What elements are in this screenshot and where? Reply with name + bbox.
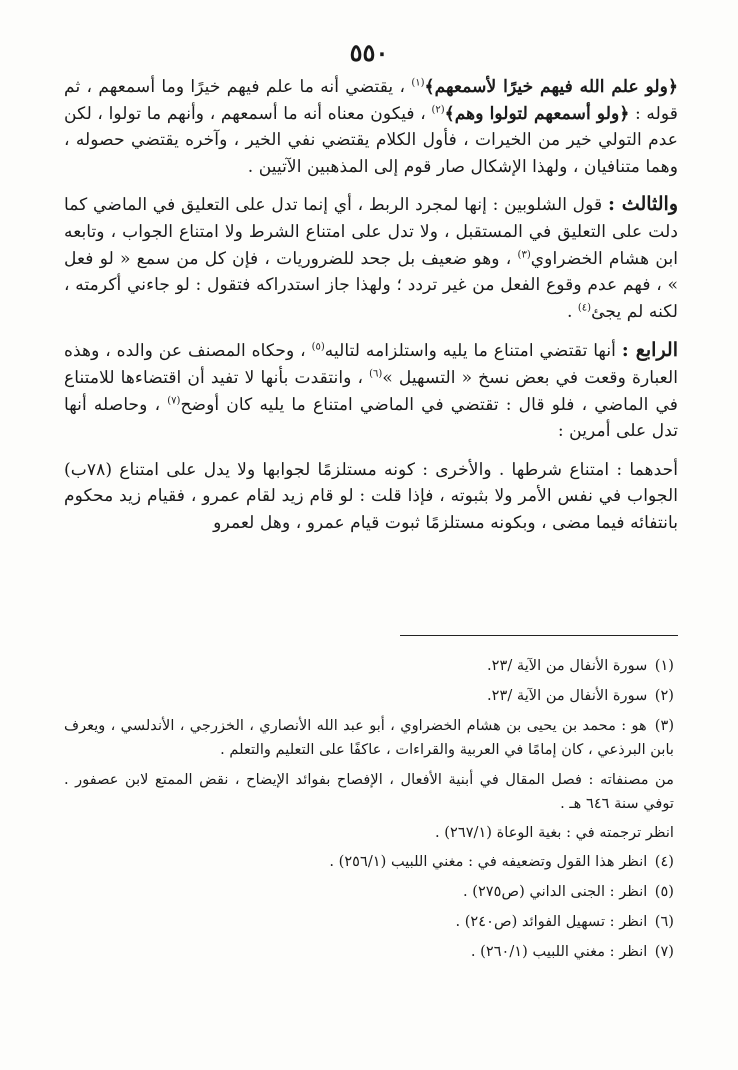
- footnote-text: سورة الأنفال من الآية /٢٣.: [487, 657, 648, 674]
- footnote-5: [64, 880, 678, 904]
- footnote-number: (٢): [654, 687, 674, 704]
- footnote-text: سورة الأنفال من الآية /٢٣.: [487, 687, 648, 704]
- footnote-ref-7[interactable]: (٧): [167, 394, 181, 406]
- paragraph-3-text-d: ، وحاصله أنها تدل على أمرين :: [64, 394, 678, 442]
- footnote-3-bio: انظر ترجمته في : بغية الوعاة (٢٦٧/١) .: [435, 824, 674, 841]
- paragraph-3-text-c: ، وانتقدت بأنها لا تفيد أن اقتضاءها للامتناع في الماضي ، فلو قال : تقتضي في الماضي امتناع ما يليه كان أوضح: [64, 367, 679, 415]
- footnote-text: انظر هذا القول وتضعيفه في : مغني اللبيب (٢٥٦/١) .: [329, 853, 648, 870]
- footnote-text: انظر : مغني اللبيب (٢٦٠/١) .: [470, 943, 648, 960]
- footnote-ref-6[interactable]: (٦): [369, 368, 383, 380]
- paragraph-2-text-a: قول الشلوبين : إنها لمجرد الربط ، أي إنما تدل على التعليق في الماضي كما دلت على التعليق في المستقبل ، ولا تدل على امتناع الشرط ولا امتناع الجواب ، وتابعه ابن هشام الخضراوي: [64, 195, 679, 269]
- paragraph-3-text-b: ، وحكاه المصنف عن والده ، وهذه العبارة وقعت في بعض نسخ « التسهيل »: [64, 341, 678, 388]
- paragraph-3: [64, 337, 678, 444]
- paragraph-2: [64, 191, 678, 325]
- quran-quote-1: ﴿ولو علم الله فيهم خيرًا لأسمعهم﴾: [424, 77, 679, 97]
- quran-quote-2: ﴿ولو أسمعهم لتولوا وهم﴾: [444, 103, 630, 124]
- paragraph-3-text-a: أنها تقتضي امتناع ما يليه واستلزامه لتاليه: [324, 341, 616, 362]
- footnote-ref-2[interactable]: (٢): [431, 103, 445, 115]
- paragraph-1: [64, 74, 678, 180]
- footnotes: [64, 654, 678, 970]
- main-text: [64, 74, 678, 549]
- footnote-number: (١): [654, 657, 674, 674]
- paragraph-2-text-b: ، وهو ضعيف بل جحد للضروريات ، فإن كل من سمع « لو فعل » ، فهم عدم وقوع الفعل من غير تردد ؛ ولهذا جاز استدراكه فتقول : لو جاءني أكرمته ، لكنه لم يجئ: [64, 248, 678, 322]
- footnote-ref-4[interactable]: (٤): [577, 302, 592, 314]
- footnote-text: هو : محمد بن يحيى بن هشام الخضراوي ، أبو عبد الله الأنصاري ، الخزرجي ، الأندلسي ، ويعرف بابن البرذعي ، كان إمامًا في العربية والقراءات ، عاكفًا على التعليم والتعلم .: [64, 717, 674, 758]
- footnote-1: [64, 654, 678, 678]
- footnote-number: (٧): [654, 943, 674, 960]
- footnote-separator: [400, 635, 678, 636]
- footnote-text: انظر : تسهيل الفوائد (ص٢٤٠) .: [455, 913, 648, 930]
- footnote-number: (٣): [654, 717, 675, 734]
- footnote-3-works: من مصنفاته : فصل المقال في أبنية الأفعال ، الإفصاح بفوائد الإيضاح ، نقض الممتع لابن عصفور . توفي سنة ٦٤٦ هـ .: [64, 771, 674, 812]
- footnote-7: [64, 940, 678, 964]
- paragraph-4: [64, 457, 678, 537]
- paragraph-1-text-b: ، فيكون معناه أنه ما أسمعهم ، وأنهم ما تولوا ، لكن عدم التولي خير من الخيرات ، فأول الكلام يقتضي نفي الخير ، وآخره يقتضي حصوله ، وهما متنافيان ، ولهذا الإشكال صار قوم إلى المذهبين الآتيين .: [64, 103, 678, 177]
- paragraph-2-text-c: .: [566, 301, 573, 322]
- footnote-6: [64, 910, 678, 934]
- footnote-ref-5[interactable]: (٥): [311, 341, 325, 353]
- footnote-ref-3[interactable]: (٣): [517, 248, 531, 260]
- paragraph-3-lead: الرابع :: [621, 339, 679, 362]
- footnote-3: [64, 714, 678, 762]
- paragraph-4-text: أحدهما : امتناع شرطها . والأخرى : كونه مستلزمًا لجوابها ولا يدل على امتناع (٧٨ب) الجواب في نفس الأمر ولا بثبوته ، فإذا قلت : لو قام زيد لقام عمرو ، فقيام زيد محكوم بانتفائه فيما مضى ، وبكونه مستلزمًا ثبوت قيام عمرو ، وهل لعمرو: [64, 459, 678, 533]
- paragraph-1-text-a: ، يقتضي أنه ما علم فيهم خيرًا وما أسمعهم ، ثم قوله :: [64, 77, 678, 124]
- paragraph-2-lead: والثالث :: [607, 193, 679, 216]
- footnote-number: (٤): [654, 853, 674, 870]
- footnote-4: [64, 850, 678, 874]
- footnote-number: (٦): [654, 913, 674, 930]
- footnote-number: (٥): [654, 883, 674, 900]
- page-number: ٥٥٠: [349, 38, 389, 67]
- footnote-2: [64, 684, 678, 708]
- footnote-text: انظر : الجنى الداني (ص٢٧٥) .: [462, 883, 648, 900]
- footnote-ref-1[interactable]: (١): [411, 77, 425, 89]
